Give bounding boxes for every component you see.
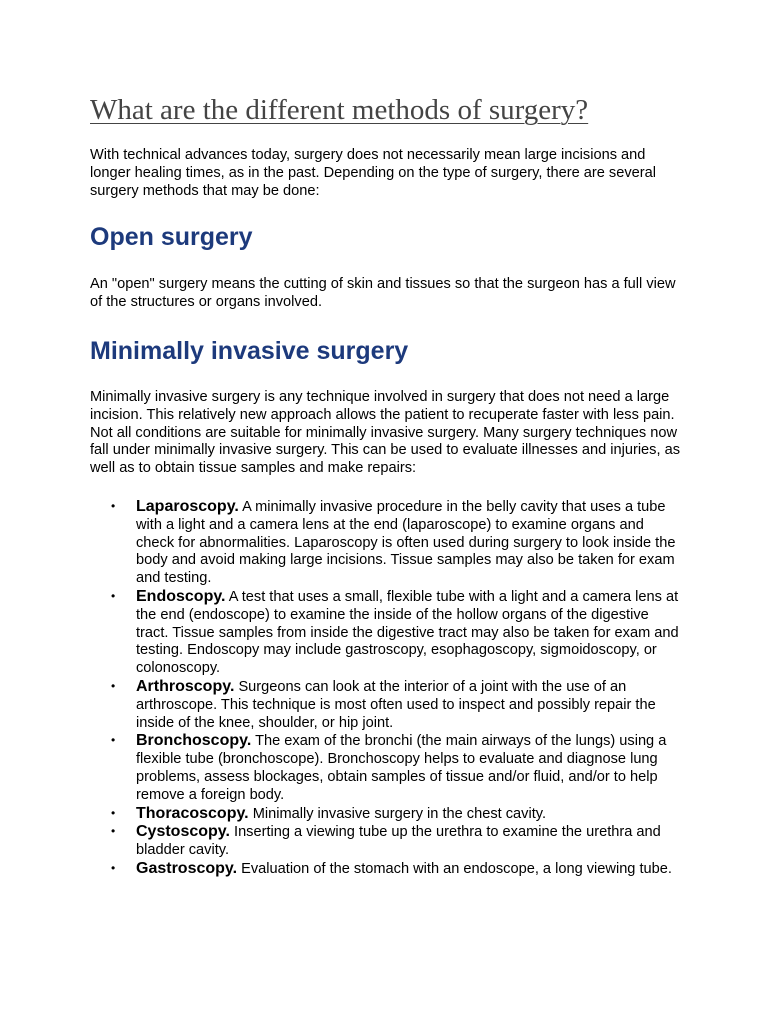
list-item-endoscopy [90,588,685,678]
list-item-gastroscopy [90,860,685,879]
section-heading-open-surgery: Open surgery [90,223,253,252]
bullet-icon: • [111,733,116,748]
bullet-icon: • [111,805,116,820]
bullet-icon: • [111,824,116,839]
intro-paragraph: With technical advances today, surgery does not necessarily mean large incisions and longer healing times, as in the past. Depending on the type of surgery, there are several surgery methods that may be done: [90,147,656,199]
bullet-icon: • [111,588,116,603]
term-description: The exam of the bronchi (the main airways of the lungs) using a flexible tube (bronchoscope). Bronchoscopy helps to evaluate and diagnose lung problems, assess blockages, obtain samples of tissue and/or fluid, and/or to help remove a foreign body. [136,733,667,803]
list-item-arthroscopy [90,678,685,732]
list-item-bronchoscopy [90,732,685,804]
document-page [90,92,685,879]
list-item-cystoscopy [90,823,685,860]
open-surgery-paragraph: An "open" surgery means the cutting of skin and tissues so that the surgeon has a full view of the structures or organs involved. [90,276,676,311]
term-description: Inserting a viewing tube up the urethra to examine the urethra and bladder cavity. [136,824,661,859]
methods-list [90,498,685,879]
term-description: Evaluation of the stomach with an endoscope, a long viewing tube. [241,860,672,877]
section-heading-minimally-invasive: Minimally invasive surgery [90,336,409,365]
bullet-icon: • [111,498,116,513]
term-label: Gastroscopy. [136,859,238,877]
term-label: Laparoscopy. [136,497,239,515]
term-description: A minimally invasive procedure in the belly cavity that uses a tube with a light and a camera lens at the end (laparoscope) to examine organs and check for abnormalities. Laparoscopy is often used during surgery to look inside the body and avoid making large incisions. Tissue samples may also be taken for exam and testing. [136,498,676,587]
term-description: Minimally invasive surgery in the chest cavity. [252,805,547,822]
page-title: What are the different methods of surgery? [90,94,589,126]
term-label: Arthroscopy. [136,677,235,695]
term-description: Surgeons can look at the interior of a joint with the use of an arthroscope. This technique is most often used to inspect and possibly repair the inside of the knee, shoulder, or hip joint. [136,678,656,731]
term-label: Thoracoscopy. [136,804,249,822]
term-label: Cystoscopy. [136,823,230,841]
term-label: Bronchoscopy. [136,732,252,750]
list-item-laparoscopy [90,498,685,588]
list-item-thoracoscopy [90,805,685,824]
bullet-icon: • [111,678,116,693]
term-description: A test that uses a small, flexible tube with a light and a camera lens at the end (endoscope) to examine the inside of the hollow organs of the digestive tract. Tissue samples from inside the digestive tract may also be taken for exam and testing. Endoscopy may include gastroscopy, esophagoscopy, sigmoidoscopy, or colonoscopy. [136,588,679,677]
bullet-icon: • [111,860,116,875]
minimally-invasive-paragraph: Minimally invasive surgery is any technique involved in surgery that does not need a large incision. This relatively new approach allows the patient to recuperate faster with less pain. Not all conditions are suitable for minimally invasive surgery. Many surgery techniques now fall under minimally invasive surgery. This can be used to evaluate illnesses and injuries, as well as to obtain tissue samples and make repairs: [90,388,680,477]
term-label: Endoscopy. [136,587,226,605]
